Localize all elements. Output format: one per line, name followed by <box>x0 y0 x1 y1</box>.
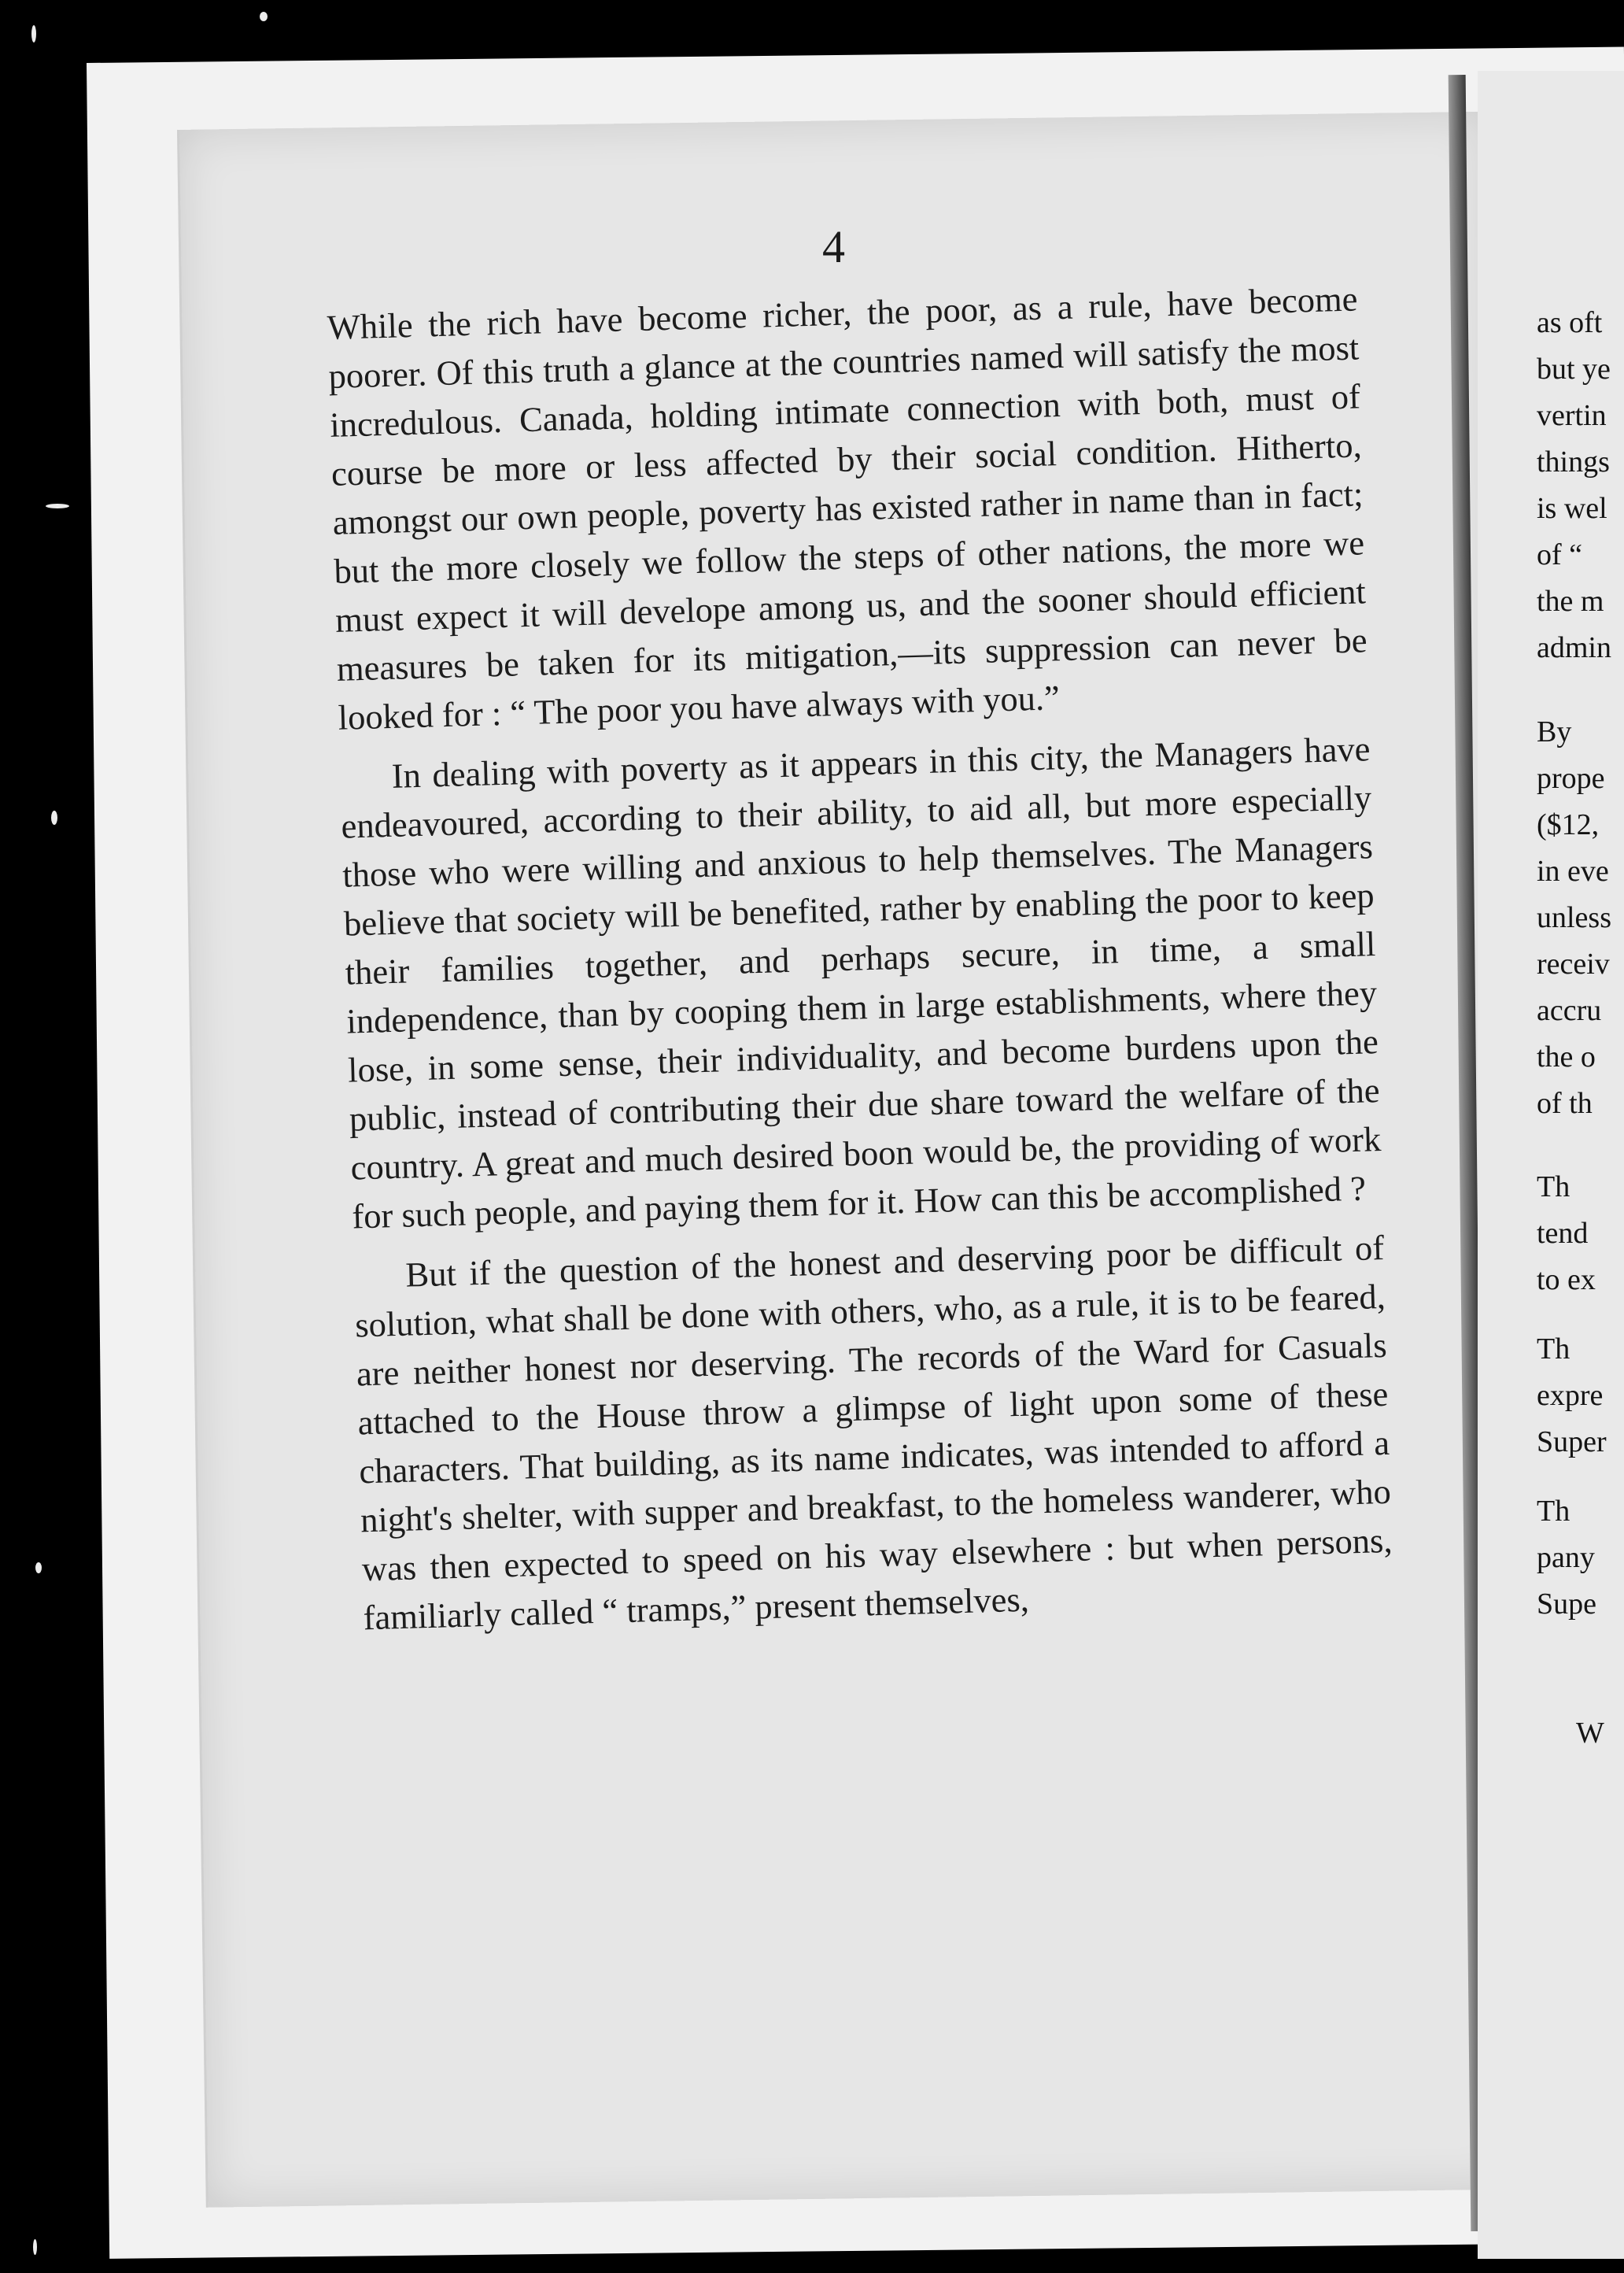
facing-page-fragment: tend <box>1537 1217 1589 1250</box>
facing-page-fragment: Th <box>1537 1332 1570 1366</box>
facing-page-fragment: By <box>1537 715 1572 748</box>
dust-mark <box>46 504 69 508</box>
facing-page-fragment: things <box>1537 445 1610 479</box>
facing-page-fragment: but ye <box>1537 353 1611 386</box>
dust-mark <box>31 25 36 43</box>
facing-page-fragment: the m <box>1537 585 1604 618</box>
facing-page-fragment: vertin <box>1537 399 1607 432</box>
dust-mark <box>51 811 57 825</box>
facing-page-fragment: Super <box>1537 1425 1607 1458</box>
dust-mark <box>35 1562 42 1573</box>
facing-page-fragment: pany <box>1537 1541 1595 1574</box>
facing-page <box>1478 71 1624 2259</box>
paragraph: In dealing with poverty as it appears in this city, the Managers have endeavoured, according to their ability, to aid all, but more especially those who were willing and anxious to help themselves. The Managers believe that society will be benefited, rather by enabling the poor to keep their families together, and perhaps secure, in time, a small independence, than by cooping them in large establishments, where they lose, in some sense, their individuality, and become burdens upon the public, instead of contributing their due share toward the welfare of the country. A great and much desired boon would be, the providing of work for such people, and paying them for it. How can this be accomplished ? <box>340 729 1382 1236</box>
dust-mark <box>260 12 268 21</box>
facing-page-fragment: expre <box>1537 1379 1604 1412</box>
dust-mark <box>33 2239 37 2255</box>
facing-page-fragment: unless <box>1537 901 1611 934</box>
facing-page-fragment: as oft <box>1537 306 1603 339</box>
facing-page-fragment: ($12, <box>1537 808 1600 841</box>
facing-page-fragment: admin <box>1537 631 1611 664</box>
page-number: 4 <box>822 221 845 272</box>
paragraph: While the rich have become richer, the poor, as a rule, have become poorer. Of this truth a glance at the countries named will satisfy the most incredulous. Canada, holding intimate connection with both, must of course be more or less affected by their social condition. Hitherto, amongst our own people, poverty has existed rather in name than in fact; but the more closely we follow the steps of other nations, the more we must expect it will develope among us, and the sooner should efficient measures be taken for its mitigation,—its suppression can never be looked for : “ The poor you have always with you.” <box>327 279 1368 737</box>
document-body <box>327 274 1394 1653</box>
facing-page-fragment: to ex <box>1537 1263 1596 1296</box>
facing-page-fragment: the o <box>1537 1040 1596 1074</box>
facing-page-fragment: of th <box>1537 1087 1593 1120</box>
facing-page-fragment: Supe <box>1537 1587 1596 1621</box>
facing-page-fragment: is wel <box>1537 492 1607 525</box>
facing-page-fragment: prope <box>1537 762 1605 795</box>
facing-page-fragment: in eve <box>1537 855 1609 888</box>
facing-page-fragment: accru <box>1537 994 1602 1027</box>
facing-page-fragment: W <box>1576 1717 1604 1750</box>
facing-page-fragment: receiv <box>1537 948 1610 981</box>
facing-page-fragment: Th <box>1537 1495 1570 1528</box>
paragraph: But if the question of the honest and deserving poor be difficult of solution, what shall be done with others, who, as a rule, it is to be feared, are neither honest nor deserving. The records of the Ward for Casuals attached to the House throw a glimpse of light upon some of these characters. That building, as its name indicates, was intended to afford a night's shelter, with supper and breakfast, to the homeless wanderer, who was then expected to speed on his way elsewhere : but when persons, familiarly called “ tramps,” present themselves, <box>354 1227 1393 1638</box>
facing-page-fragment: Th <box>1537 1170 1570 1203</box>
facing-page-fragment: of “ <box>1537 538 1583 571</box>
